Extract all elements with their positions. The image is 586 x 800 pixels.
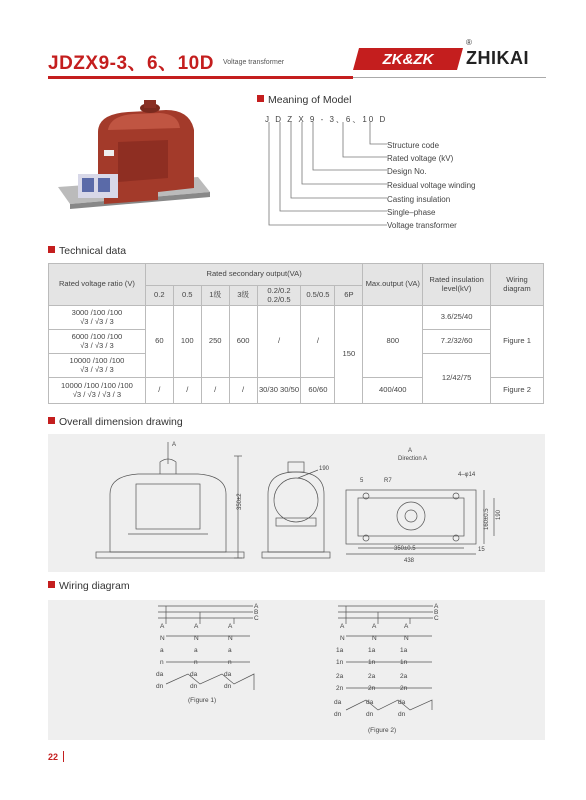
ratio-3000: 3000 /100 /100 √3 / √3 / 3	[49, 306, 146, 330]
fig2-term-a1: A	[340, 623, 345, 630]
fig2-term-2n3: 2n	[400, 685, 408, 692]
fig2-term-1a2: 1a	[368, 647, 376, 654]
header-max-output: Max.output (VA)	[363, 264, 423, 306]
technical-heading: Technical data	[48, 245, 126, 257]
fig2-term-dn2: dn	[366, 711, 374, 718]
fig2-phase-b: B	[434, 609, 439, 616]
label-holes: 4–φ14	[458, 472, 476, 478]
label-depth-2: 190	[496, 509, 502, 520]
fig1-term-da3: da	[224, 671, 232, 678]
value-05: 100	[173, 306, 201, 378]
wiring-last: Figure 2	[491, 378, 544, 404]
header-wiring: Wiring diagram	[491, 264, 544, 306]
section-bullet	[48, 246, 55, 253]
fig1-phase-b: B	[254, 609, 259, 616]
fig2-term-n1: N	[340, 635, 345, 642]
section-bullet	[257, 95, 264, 102]
product-image	[48, 92, 218, 217]
fig2-caption: (Figure 2)	[368, 727, 397, 734]
fig2-term-2a1: 2a	[336, 673, 344, 680]
model-heading: Meaning of Model	[257, 94, 351, 106]
header-insulation: Rated insulation level(kV)	[423, 264, 491, 306]
ratio-10000-residual: 10000 /100 /100 /100 √3 / √3 / √3 / 3	[49, 378, 146, 404]
fig1-term-sa2: a	[194, 647, 198, 654]
product-subtitle: Voltage transformer	[223, 59, 285, 66]
value-3: 600	[229, 306, 257, 378]
fig1-term-a1: A	[160, 623, 165, 630]
fig1-term-a3: A	[228, 623, 233, 630]
label-a-top: A	[408, 448, 413, 454]
ratio-10000: 10000 /100 /100 √3 / √3 / 3	[49, 354, 146, 378]
last-1: /	[201, 378, 229, 404]
wiring-main: Figure 1	[491, 306, 544, 378]
label-a-front: A	[172, 442, 177, 448]
insulation-3: 12/42/75	[423, 354, 491, 404]
model-label-voltage: Rated voltage (kV)	[387, 154, 454, 163]
dimension-heading: Overall dimension drawing	[48, 416, 183, 428]
fig2-term-1n1: 1n	[336, 659, 344, 666]
fig1-term-sn1: n	[160, 659, 164, 666]
fig2-term-da1: da	[334, 699, 342, 706]
section-bullet	[48, 417, 55, 424]
fig1-term-dn3: dn	[224, 683, 232, 690]
header-col-02: 0.2	[145, 286, 173, 306]
model-label-design: Design No.	[387, 167, 427, 176]
header-col-6p: 6P	[335, 286, 363, 306]
brand-name: ZHIKAI	[466, 48, 529, 68]
dimension-panel	[48, 434, 545, 572]
fig1-term-dn1: dn	[156, 683, 164, 690]
value-6p: 150	[335, 306, 363, 404]
model-label-structure: Structure code	[387, 141, 440, 150]
fig2-term-2n2: 2n	[368, 685, 376, 692]
fig1-term-da1: da	[156, 671, 164, 678]
fig1-term-sn3: n	[228, 659, 232, 666]
header-rule-red	[48, 76, 353, 79]
fig1-term-n3: N	[228, 635, 233, 642]
fig2-term-1n2: 1n	[368, 659, 376, 666]
ratio-6000: 6000 /100 /100 √3 / √3 / 3	[49, 330, 146, 354]
fig1-term-sa1: a	[160, 647, 164, 654]
last-0505: 60/60	[301, 378, 335, 404]
header-col-1: 1级	[201, 286, 229, 306]
technical-table	[48, 263, 544, 404]
fig2-term-1a3: 1a	[400, 647, 408, 654]
fig1-term-da2: da	[190, 671, 198, 678]
fig2-term-1n3: 1n	[400, 659, 408, 666]
last-3: /	[229, 378, 257, 404]
value-0202: /	[257, 306, 301, 378]
last-02: /	[145, 378, 173, 404]
fig2-phase-c: C	[434, 615, 439, 622]
value-1: 250	[201, 306, 229, 378]
fig1-term-n2: N	[194, 635, 199, 642]
fig2-term-n3: N	[404, 635, 409, 642]
insulation-1: 3.6/25/40	[423, 306, 491, 330]
fig2-term-2a2: 2a	[368, 673, 376, 680]
header-secondary: Rated secondary output(VA)	[145, 264, 362, 286]
model-code: J D Z X 9 - 3、6、10 D	[265, 115, 388, 124]
page-number: 22	[48, 752, 59, 762]
model-label-single-phase: Single–phase	[387, 208, 436, 217]
dimension-drawing	[48, 434, 545, 572]
brand-logo-mark	[353, 48, 463, 70]
wiring-heading: Wiring diagram	[48, 580, 130, 592]
max-output-main: 800	[363, 306, 423, 378]
fig2-term-a3: A	[404, 623, 409, 630]
label-depth-1: 160±0.5	[484, 508, 490, 530]
fig2-term-2n1: 2n	[336, 685, 344, 692]
model-leader-lines	[265, 122, 390, 237]
fig1-term-sa3: a	[228, 647, 232, 654]
header-col-05: 0.5	[173, 286, 201, 306]
label-height: 350±2	[237, 493, 243, 510]
label-radius: 190	[319, 466, 330, 472]
wiring-schematic	[48, 600, 545, 740]
fig2-term-da3: da	[398, 699, 406, 706]
max-output-last: 400/400	[363, 378, 423, 404]
insulation-2: 7.2/32/60	[423, 330, 491, 354]
page-header	[48, 38, 548, 74]
label-width-2: 438	[404, 558, 415, 564]
fig1-term-dn2: dn	[190, 683, 198, 690]
header-col-3: 3级	[229, 286, 257, 306]
model-label-residual: Residual voltage winding	[387, 181, 476, 190]
fig1-term-a2: A	[194, 623, 199, 630]
fig1-phase-a: A	[254, 603, 259, 610]
fig2-term-da2: da	[366, 699, 374, 706]
product-title: JDZX9-3、6、10D	[48, 53, 214, 74]
fig2-term-n2: N	[372, 635, 377, 642]
label-direction: Direction A	[398, 456, 428, 462]
fig2-term-1a1: 1a	[336, 647, 344, 654]
header-col-0505: 0.5/0.5	[301, 286, 335, 306]
label-r7: R7	[384, 478, 392, 484]
value-02: 60	[145, 306, 173, 378]
page-number-rule	[63, 751, 64, 762]
header-ratio: Rated voltage ratio (V)	[49, 264, 146, 306]
fig1-caption: (Figure 1)	[188, 697, 217, 704]
fig1-phase-c: C	[254, 615, 259, 622]
label-width-1: 350±0.5	[394, 546, 416, 552]
model-label-casting: Casting insulation	[387, 195, 451, 204]
last-0202: 30/30 30/50	[257, 378, 301, 404]
fig2-term-dn3: dn	[398, 711, 406, 718]
label-five: 5	[360, 478, 364, 484]
fig2-phase-a: A	[434, 603, 439, 610]
fig2-term-2a3: 2a	[400, 673, 408, 680]
header-col-0202: 0.2/0.2 0.2/0.5	[257, 286, 301, 306]
header-rule-gray	[353, 77, 546, 78]
value-0505: /	[301, 306, 335, 378]
svg-text:ZK&ZK: ZK&ZK	[382, 51, 434, 68]
last-05: /	[173, 378, 201, 404]
fig1-term-n1: N	[160, 635, 165, 642]
section-bullet	[48, 581, 55, 588]
label-depth-3: 15	[478, 547, 485, 553]
model-label-vt: Voltage transformer	[387, 221, 457, 230]
fig2-term-a2: A	[372, 623, 377, 630]
wiring-panel	[48, 600, 545, 740]
fig2-term-dn1: dn	[334, 711, 342, 718]
registered-mark: ®	[466, 38, 472, 47]
fig1-term-sn2: n	[194, 659, 198, 666]
